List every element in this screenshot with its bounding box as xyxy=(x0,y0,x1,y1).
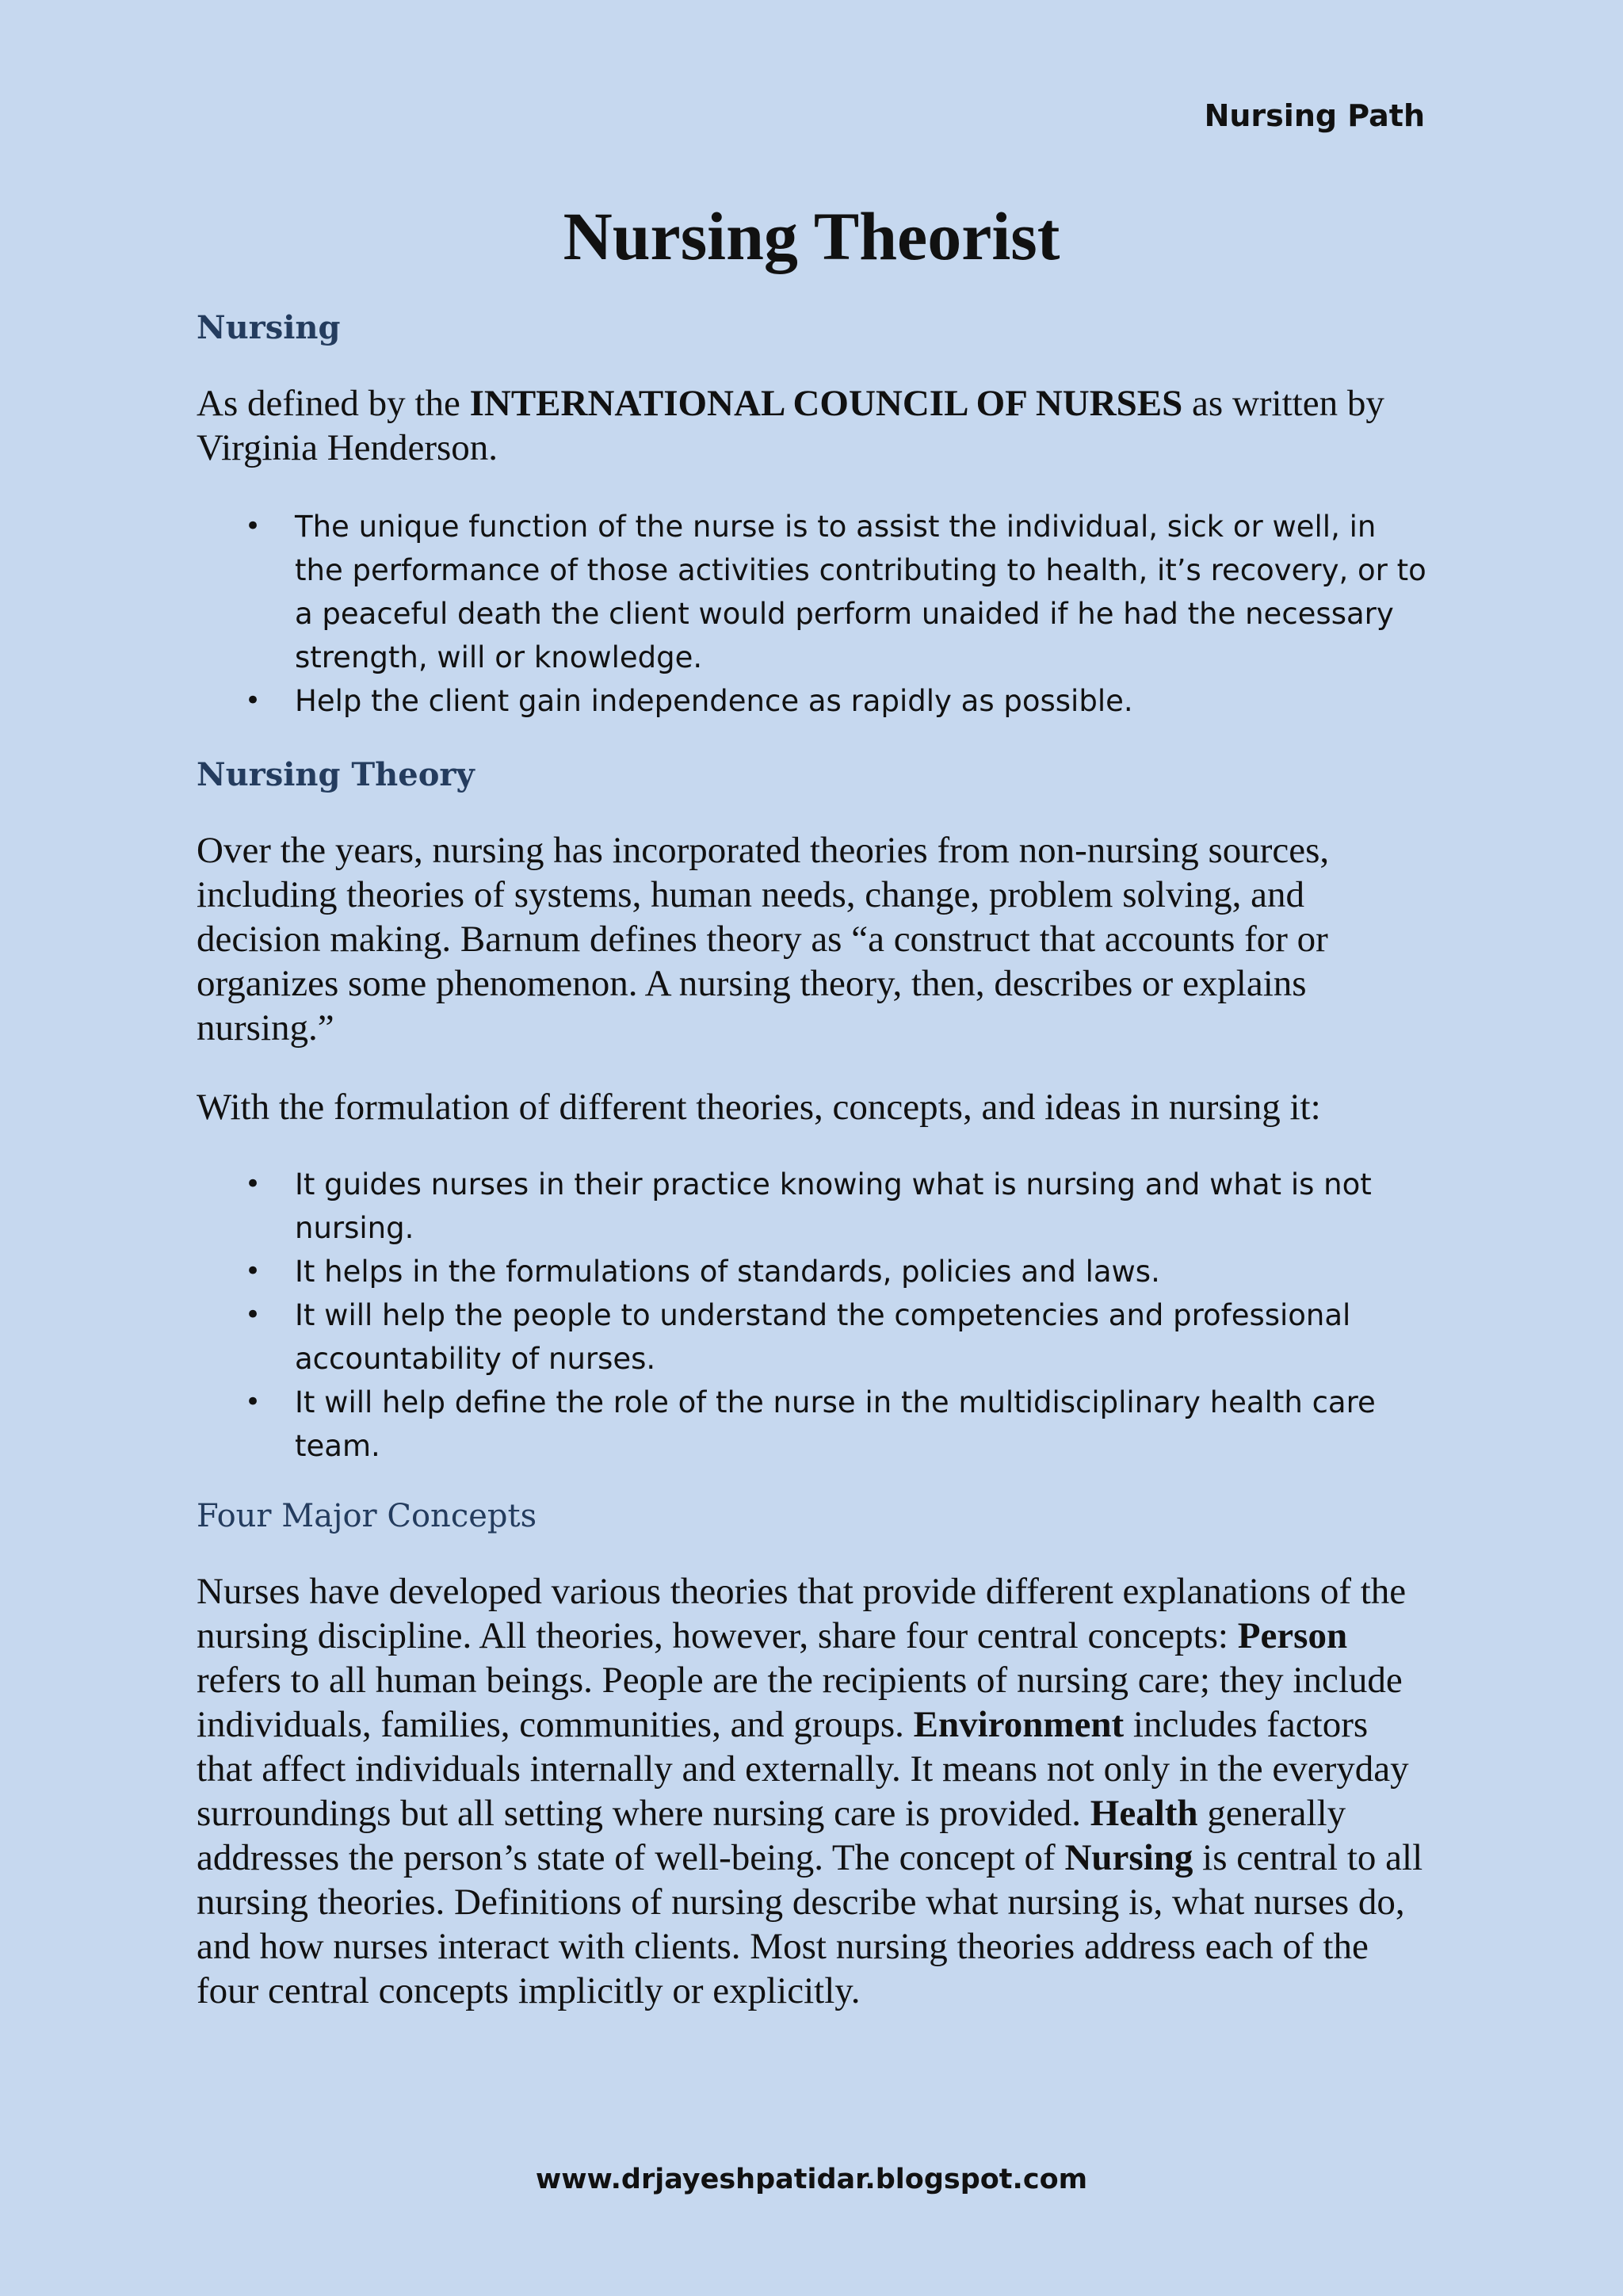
concepts-paragraph xyxy=(197,1569,1433,2013)
concepts-text: refers to all human beings. People are the recipients of nursing care; they include individuals, families, communities, and groups. xyxy=(197,1660,1403,1745)
page-title: Nursing Theorist xyxy=(563,198,1060,274)
header-brand: Nursing Path xyxy=(1204,98,1425,133)
list-item-text: It helps in the formulations of standards, policies and laws. xyxy=(295,1255,1160,1289)
list-item xyxy=(245,505,1433,679)
bullet-icon: • xyxy=(245,1299,262,1331)
bullet-icon: • xyxy=(245,510,262,542)
concepts-text: generally addresses the person’s state of well-being. The concept of xyxy=(197,1793,1346,1878)
list-item xyxy=(245,1250,1433,1293)
intro-paragraph xyxy=(197,381,1433,470)
section-heading-nursing-theory: Nursing Theory xyxy=(197,756,475,793)
intro-text-post: as written by Virginia Henderson. xyxy=(197,383,1384,468)
list-item-text: Help the client gain independence as rapidly as possible. xyxy=(295,684,1133,718)
term-environment: Environment xyxy=(913,1704,1125,1745)
intro-text-pre: As defined by the xyxy=(197,383,470,424)
theory-intro-paragraph: With the formulation of different theories, concepts, and ideas in nursing it: xyxy=(197,1087,1321,1128)
list-item xyxy=(245,1163,1433,1250)
bullet-icon: • xyxy=(245,1255,262,1287)
term-health: Health xyxy=(1090,1793,1198,1834)
concepts-text: is central to all nursing theories. Definitions of nursing describe what nursing is, what nurses do, and how nurses interact with clients. Most nursing theories address each of the four central concepts implicitly or explicitly. xyxy=(197,1837,1423,2011)
bullet-icon: • xyxy=(245,1386,262,1418)
list-item xyxy=(245,679,1433,723)
list-item-text: It will help define the role of the nurse in the multidisciplinary health care team. xyxy=(295,1385,1376,1463)
list-item xyxy=(245,1381,1433,1468)
bullet-icon: • xyxy=(245,1168,262,1200)
list-item-text: It will help the people to understand the competencies and professional accountability of nurses. xyxy=(295,1298,1351,1376)
term-nursing: Nursing xyxy=(1064,1837,1193,1878)
section-heading-nursing: Nursing xyxy=(197,309,341,346)
term-person: Person xyxy=(1237,1615,1348,1656)
section-heading-four-major-concepts: Four Major Concepts xyxy=(197,1498,537,1534)
bullet-icon: • xyxy=(245,685,262,716)
document-body xyxy=(197,309,1433,2013)
concepts-text: includes factors that affect individuals internally and externally. It means not only in the everyday surroundings but all setting where nursing care is provided. xyxy=(197,1704,1409,1834)
concepts-text: Nurses have developed various theories that provide different explanations of the nursing discipline. All theories, however, share four central concepts: xyxy=(197,1571,1407,1656)
footer-url[interactable]: www.drjayeshpatidar.blogspot.com xyxy=(535,2164,1088,2195)
list-item-text: The unique function of the nurse is to assist the individual, sick or well, in the performance of those activities contributing to health, it’s recovery, or to a peaceful death the client would perform unaided if he had the necessary strength, will or knowledge. xyxy=(295,510,1426,674)
intro-text-bold: INTERNATIONAL COUNCIL OF NURSES xyxy=(469,383,1183,424)
theory-benefits-list xyxy=(197,1163,1433,1468)
nursing-definition-list xyxy=(197,505,1433,723)
list-item-text: It guides nurses in their practice knowing what is nursing and what is not nursing. xyxy=(295,1167,1372,1245)
list-item xyxy=(245,1293,1433,1381)
theory-paragraph: Over the years, nursing has incorporated theories from non-nursing sources, including theories of systems, human needs, change, problem solving, and decision making. Barnum defines theory as “a construct that accounts for or organizes some phenomenon. A nursing theory, then, describes or explains nursing.” xyxy=(197,830,1330,1049)
